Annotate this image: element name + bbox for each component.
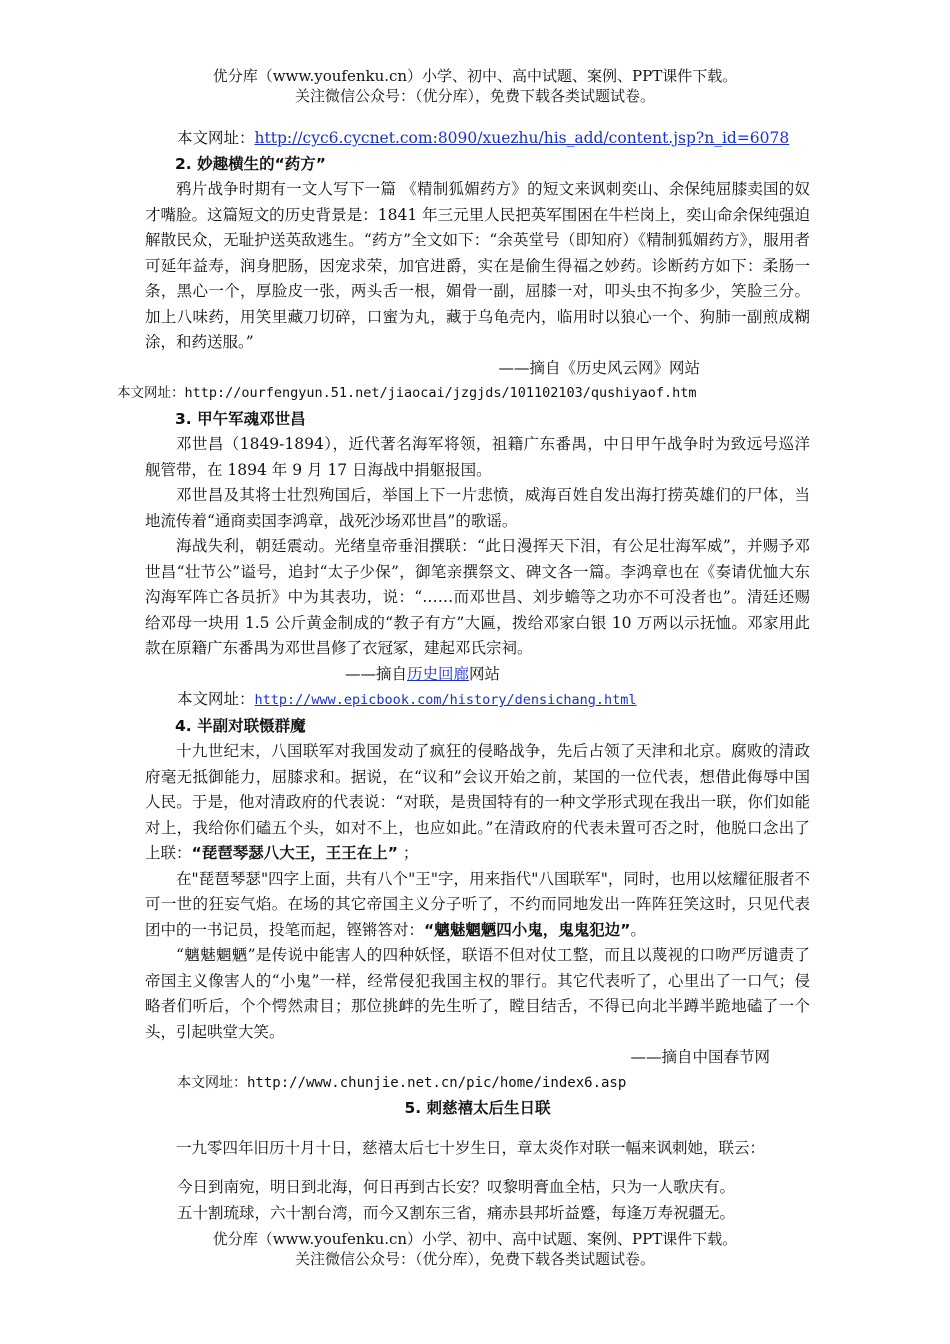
url-label: 本文网址： (177, 690, 255, 708)
url-label: 本文网址： (177, 129, 255, 147)
source-suffix: 网站 (469, 664, 501, 683)
spacer (145, 1122, 810, 1136)
first-couplet-line: “琵琶琴瑟八大王，王王在上” (191, 844, 398, 862)
header-line-2: 关注微信公众号：（优分库），免费下载各类试题试卷。 (294, 87, 655, 105)
paragraph-text: 十九世纪末，八国联军对我国发动了疯狂的侵略战争，先后占领了天津和北京。腐败的清政府毫无抵御能力，屈膝求和。据说，在“议和”会议开始之前，某国的一位代表，想借此侮辱中国人民。于是，他对清政府的代表说：“对联，是贵国特有的一种文学形式现在我出一联，你们如能对上，我给你们磕五个头，如对不上，也应如此。”在清政府的代表未置可否之时，他脱口念出了上联： (145, 742, 810, 862)
section-5-paragraph: 一九零四年旧历十月十日，慈禧太后七十岁生日，章太炎作对联一幅来讽刺她，联云： (176, 1138, 766, 1157)
section-1-url-link[interactable]: http://cyc6.cycnet.com:8090/xuezhu/his_add/content.jsp?n_id=6078 (254, 129, 790, 147)
section-4-title: 4. 半副对联慑群魔 (175, 716, 306, 735)
section-4-url-text: http://www.chunjie.net.cn/pic/home/index6.asp (247, 1074, 627, 1091)
section-3-paragraph-1: 邓世昌（1849-1894），近代著名海军将领，祖籍广东番禺，中日甲午战争时为致远号巡洋舰管带，在 1894 年 9 月 17 日海战中捐躯报国。 (145, 435, 810, 479)
section-4-url (145, 1071, 810, 1097)
section-5-title: 5. 刺慈禧太后生日联 (404, 1099, 551, 1117)
footer-line-2: 关注微信公众号：（优分库），免费下载各类试题试卷。 (294, 1250, 655, 1268)
section-3-url (145, 687, 810, 714)
paragraph-text: 在"琵琶琴瑟"四字上面，共有八个"王"字，用来指代"八国联军"，同时，也用以炫耀征服者不可一世的狂妄气焰。在场的其它帝国主义分子听了，不约而同地发出一阵阵狂笑这时，只见代表团中的一书记员，投笔而起，铿锵答对： (145, 869, 810, 939)
footer-line-1: 优分库（www.youfenku.cn）小学、初中、高中试题、案例、PPT课件下载。 (212, 1230, 738, 1248)
section-3-url-link[interactable]: http://www.epicbook.com/history/densichang.html (254, 692, 637, 708)
header-line-1: 优分库（www.youfenku.cn）小学、初中、高中试题、案例、PPT课件下载。 (212, 67, 738, 85)
section-4-source: ——摘自中国春节网 (630, 1048, 770, 1066)
page-header (0, 66, 950, 106)
section-1-url (145, 126, 810, 152)
page-footer (0, 1229, 950, 1269)
source-prefix: ——摘自 (345, 664, 408, 683)
couplet-line-1: 今日到南宛，明日到北海，何日再到古长安？叹黎明膏血全枯，只为一人歌庆有。 (177, 1178, 736, 1196)
document-body (117, 126, 810, 1226)
section-2-url (117, 381, 810, 407)
second-couplet-line: “魑魅魍魉四小鬼，鬼鬼犯边” (424, 920, 631, 939)
paragraph-text: ； (397, 844, 419, 862)
paragraph-text: 。 (630, 920, 646, 939)
section-2-title: 2. 妙趣横生的“药方” (175, 154, 326, 173)
section-3-paragraph-3: 海战失利，朝廷震动。光绪皇帝垂泪撰联：“此日漫挥天下泪，有公足壮海军威”，并赐予邓世昌“壮节公”谥号，追封“太子少保”，御笔亲撰祭文、碑文各一篇。李鸿章也在《奏请优恤大东沟海军阵亡各员折》中为其表功，说：“……而邓世昌、刘步蟾等之功亦不可没者也”。清廷还赐给邓母一块用 1.5 公斤黄金制成的“教子有方”大匾，拨给邓家白银 10 万两以示抚恤。邓家用此款在原籍广东番禺为邓世昌修了衣冠冢，建起邓氏宗祠。 (145, 537, 810, 657)
url-label: 本文网址： (117, 385, 185, 401)
section-2-source: ——摘自《历史风云网》网站 (498, 358, 700, 377)
section-4-paragraph-1 (145, 739, 810, 867)
url-label: 本文网址： (177, 1074, 247, 1091)
section-4-paragraph-2 (145, 867, 810, 944)
section-3-title: 3. 甲午军魂邓世昌 (175, 409, 306, 428)
section-2-url-text: http://ourfengyun.51.net/jiaocai/jzgjds/101102103/qushiyaof.htm (184, 385, 697, 401)
section-4-paragraph-3: “魑魅魍魉”是传说中能害人的四种妖怪，联语不但对仗工整，而且以蔑视的口吻严厉谴责了帝国主义像害人的“小鬼”一样，经常侵犯我国主权的罪行。其它代表听了，心里出了一口气；侵略者们听后，个个愕然肃目；那位挑衅的先生听了，瞠目结舌，不得已向北半蹲半跪地磕了一个头，引起哄堂大笑。 (145, 946, 810, 1041)
couplet-line-2: 五十割琉球，六十割台湾，而今又割东三省，痛赤县邦圻益蹙，每逢万寿祝疆无。 (177, 1203, 736, 1222)
section-2-paragraph: 鸦片战争时期有一文人写下一篇 《精制狐媚药方》的短文来讽刺奕山、余保纯屈膝卖国的奴才嘴脸。这篇短文的历史背景是：1841 年三元里人民把英军围困在牛栏岗上，奕山命余保纯强迫解散民众，无耻护送英敌逃生。“药方”全文如下：“余英堂号（即知府）《精制狐媚药方》，服用者可延年益寿，润身肥肠，因宠求荣，加官进爵，实在是偷生得福之妙药。诊断药方如下：柔肠一条，黑心一个，厚脸皮一张，两头舌一根，媚骨一副，屈膝一对，叩头虫不拘多少，笑脸三分。加上八味药，用笑里藏刀切碎，口蜜为丸，藏于乌龟壳内，临用时以狼心一个、狗肺一副煎成糊涂，和药送服。” (145, 180, 810, 351)
section-3-paragraph-2: 邓世昌及其将士壮烈殉国后，举国上下一片悲愤，威海百姓自发出海打捞英雄们的尸体，当地流传着“通商卖国李鸿章，战死沙场邓世昌”的歌谣。 (145, 486, 810, 530)
section-3-source (145, 662, 810, 688)
spacer (145, 1161, 810, 1175)
history-corridor-link[interactable]: 历史回廊 (407, 664, 470, 683)
